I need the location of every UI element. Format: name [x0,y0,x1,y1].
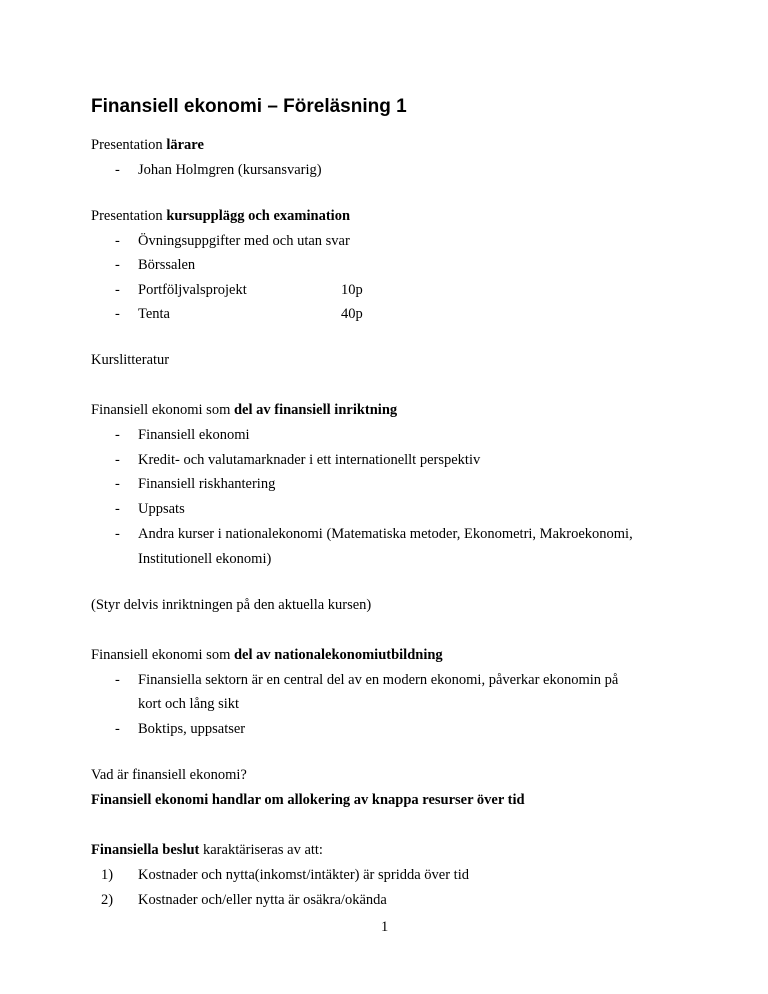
list-dash: - [115,282,120,298]
list-item [0,527,768,545]
list-item [0,258,768,276]
section-bold-text: Finansiella beslut [91,842,200,858]
section-lead-text: Finansiell ekonomi som [91,647,234,663]
section-lead-text: Presentation [91,137,167,153]
list-item [0,428,768,446]
list-dash: - [115,526,120,542]
section-economics-education [91,648,443,663]
list-item-continuation: kort och lång sikt [138,696,240,712]
list-dash: - [115,427,120,443]
list-item [0,673,768,691]
section-course-layout [91,209,350,224]
list-item-points: 40p [341,306,363,322]
list-item [0,722,768,740]
section-bold-text: kursupplägg och examination [166,208,351,224]
list-item-text: Kredit- och valutamarknader i ett internationellt perspektiv [138,452,481,468]
numbered-item [0,893,768,911]
list-dash: - [115,672,120,688]
list-dash: - [115,476,120,492]
list-item-text: Börssalen [138,257,196,273]
list-item-text: Finansiell riskhantering [138,476,276,492]
section-bold-text: del av finansiell inriktning [233,402,398,418]
section-bold-text: lärare [166,137,204,153]
item-number: 2) [101,892,114,908]
list-item [0,234,768,252]
answer-text: Finansiell ekonomi handlar om allokering av knappa resurser över tid [91,792,525,808]
list-item-points: 10p [341,282,363,298]
section-lead-text: Finansiell ekonomi som [91,402,234,418]
list-item [0,453,768,471]
list-item [0,163,768,181]
list-item-text: Portföljvalsprojekt [138,282,247,298]
item-number: 1) [101,867,114,883]
list-item-text: Finansiell ekonomi [138,427,250,443]
numbered-item [0,868,768,886]
list-item-text: Finansiella sektorn är en central del av en modern ekonomi, påverkar ekonomin på [138,672,619,688]
list-item-text: Tenta [138,306,170,322]
numbered-item-text: Kostnader och nytta(inkomst/intäkter) är spridda över tid [138,867,469,883]
list-dash: - [115,501,120,517]
section-note: (Styr delvis inriktningen på den aktuella kursen) [91,597,372,613]
list-item [0,283,768,301]
page-number: 1 [381,919,389,935]
list-dash: - [115,162,120,178]
list-dash: - [115,721,120,737]
list-item-text: Uppsats [138,501,185,517]
list-item-text: Övningsuppgifter med och utan svar [138,233,350,249]
list-dash: - [115,452,120,468]
section-financial-decisions [91,843,323,858]
section-bold-text: del av nationalekonomiutbildning [233,647,443,663]
list-item [0,502,768,520]
list-item-text: Boktips, uppsatser [138,721,246,737]
numbered-item-text: Kostnader och/eller nytta är osäkra/okända [138,892,387,908]
list-dash: - [115,257,120,273]
list-item-text: Johan Holmgren (kursansvarig) [138,162,322,178]
section-literature: Kurslitteratur [91,352,170,368]
list-item-text: Andra kurser i nationalekonomi (Matematiska metoder, Ekonometri, Makroekonomi, [138,526,633,542]
list-item [0,307,768,325]
section-lead-text: Presentation [91,208,167,224]
page-title: Finansiell ekonomi – Föreläsning 1 [91,96,407,117]
list-dash: - [115,233,120,249]
question-text: Vad är finansiell ekonomi? [91,767,247,783]
list-dash: - [115,306,120,322]
section-rest-text: karaktäriseras av att: [199,842,323,858]
section-presentation-teacher [91,138,204,153]
section-financial-orientation [91,403,397,418]
list-item-continuation: Institutionell ekonomi) [138,551,272,567]
list-item [0,477,768,495]
